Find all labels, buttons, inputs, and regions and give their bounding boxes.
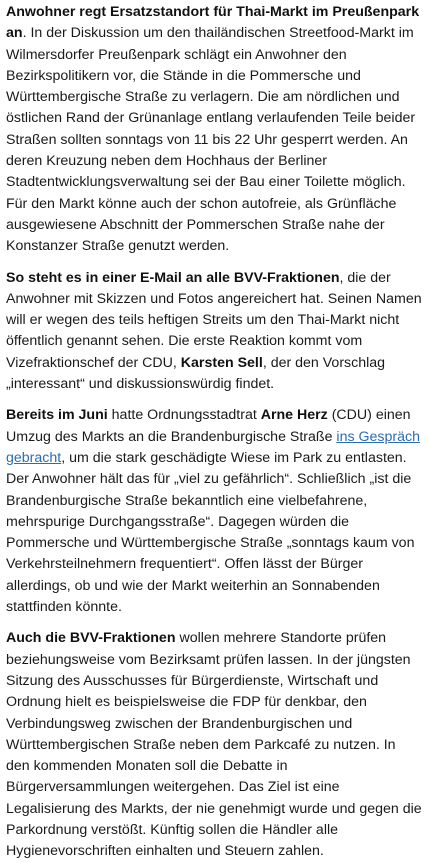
person-name-arne-herz: Arne Herz	[260, 407, 328, 424]
person-name-karsten-sell: Karsten Sell	[180, 354, 263, 371]
paragraph-4-text: wollen mehrere Standorte prüfen beziehungsweise vom Bezirksamt prüfen lassen. In der jüngsten Sitzung des Ausschusses für Bürgerdienste, Wirtschaft und Ordnung hielt es beispielsweise die FDP für denkbar, den Verbindungsweg zwischen der Brandenburgischen und Württembergischen Straße neben dem Parkcafé zu nutzen. In den kommenden Monaten soll die Debatte in Bürgerversammlungen weitergehen. Das Ziel ist eine Legalisierung des Markts, der nie genehmigt wurde und gegen die Parkordnung verstößt. Künftig sollen die Händler alle Hygienevorschriften einhalten und Steuern zahlen.	[6, 630, 422, 860]
paragraph-2-text-1: , die der Anwohner mit Skizzen und Fotos angereichert hat. Seinen Namen will er wegen des teils heftigen Streits um den Thai-Markt nicht öffentlich genannt sehen. Die erste Reaktion kommt vom Vizefraktionschef der CDU,	[6, 269, 422, 371]
paragraph-3-text-1: hatte Ordnungsstadtrat	[107, 407, 261, 424]
paragraph-2-lead: So steht es in einer E-Mail an alle BVV-Fraktionen	[6, 269, 340, 286]
paragraph-1	[6, 2, 422, 258]
paragraph-4-lead: Auch die BVV-Fraktionen	[6, 630, 176, 647]
paragraph-4	[6, 628, 422, 862]
paragraph-2	[6, 268, 422, 396]
ins-gespraech-link[interactable]: ins Gespräch gebracht	[6, 428, 421, 466]
paragraph-3-text-3: , um die stark geschädigte Wiese im Park zu entlasten. Der Anwohner hält das für „viel zu gefährlich“. Schließlich „ist die Brandenburgische Straße bekanntlich eine vielbefahrene, mehrspurige Durchgangsstraße“. Dagegen würden die Pommersche und Württembergische Straße „sonntags kaum von Verkehrsteilnehmern frequentiert“. Offen lässt der Bürger allerdings, ob und wie der Markt weiterhin an Sonnabenden stattfinden könnte.	[6, 449, 415, 616]
paragraph-2-text-2: , der den Vorschlag „interessant“ und diskussionswürdig findet.	[6, 354, 386, 393]
paragraph-3-lead: Bereits im Juni	[6, 407, 108, 424]
paragraph-3	[6, 405, 422, 618]
paragraph-3-text-2: (CDU) einen Umzug des Markts an die Brandenburgische Straße	[6, 407, 411, 445]
paragraph-1-text: . In der Diskussion um den thailändischen Streetfood-Markt im Wilmersdorfer Preußenpark schlägt ein Anwohner den Bezirkspolitikern vor, die Stände in die Pommersche und Württembergische Straße zu verlagern. Die am nördlichen und östlichen Rand der Grünanlage entlang verlaufenden Teile beider Straßen sollten sonntags von 11 bis 22 Uhr gesperrt werden. An deren Kreuzung neben dem Hochhaus der Berliner Stadtentwicklungsverwaltung sei der Bau einer Toilette möglich. Für den Markt könne auch der schon autofreie, als Grünfläche ausgewiesene Abschnitt der Pommerschen Straße nahe der Konstanzer Straße genutzt werden.	[6, 25, 416, 255]
paragraph-1-lead: Anwohner regt Ersatzstandort für Thai-Markt im Preußenpark an	[6, 4, 420, 42]
